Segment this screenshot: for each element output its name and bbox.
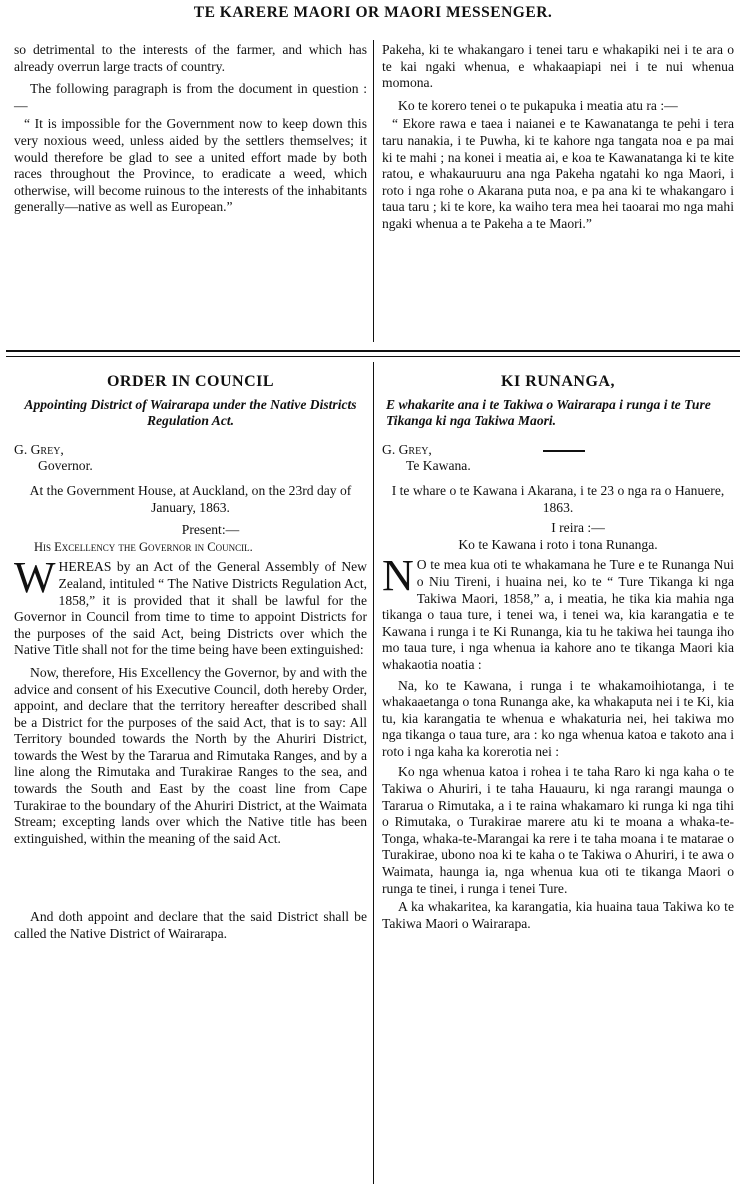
masthead: TE KARERE MAORI OR MAORI MESSENGER. (193, 4, 553, 21)
order-in-council-english (14, 374, 367, 943)
runanga-heading: KI RUNANGA, (501, 373, 615, 390)
maori-council-line: Ko te Kawana i roto i tona Runanga. (458, 536, 658, 552)
top-right-paragraph-1: Pakeha, ki te whakangaro i tenei taru e whakapiki nei i te ara o te kai ngaki whenua, e whakaapiapi nei i te nui whenua momona. (382, 42, 734, 91)
now-therefore-paragraph: Now, therefore, His Excellency the Governor, by and with the advice and consent of his Executive Council, doth hereby Order, appoint, and declare that the territory hereafter described shall be a District for the purposes of the said Act, that is to say: All Territory bounded towards the North by the Ahuriri District, towards the West by the Tararua and Rimutaka Ranges, and by a line along the Rimutaka and Turakirae Ranges to the sea, and towards the South and East by the coast line from Cape Turakirae to the boundary of the Ahuriri District, at the Waimata Stream; excepting lands over which the Native title has been extinguished, within the meaning of the said Act. (14, 664, 367, 846)
column-divider-top (373, 40, 374, 342)
order-subheading: Appointing District of Wairarapa under the Native Districts Regulation Act. (24, 396, 357, 429)
na-ko-te-kawana-paragraph: Na, ko te Kawana, i runga i te whakamoihiotanga, i te whakaaetanga o tona Runanga ake, ka whakaputa nei i te Ki, kia tu, kia karangatia te whenua e whakaturia nei, hei takiwa mo nga tikanga o taua ture, ara : ko nga whenua katoa e takoto ana i roto i nga kaha ka korerotia nei : (382, 677, 734, 759)
top-right-quote: “ Ekore rawa e taea i naianei e te Kawanatanga te pehi i tera taru nanakia, i te Puwha, ki te kahore nga tangata noa e pa mai ki te mahi ; na konei i meatia ai, e koa te Kawanatanga ki te kite ratou, e whakauruuru ana nga Pakeha ngatahi ko nga Maori, i roto i nga rohe o Akarana puta noa, e pa ana ki te whakangaro i taua taru ; ki te kore, ka waiho tera mea hei taoarai mo nga mahi ngaki whenua a te Pakeha a te Maori.” (382, 116, 734, 231)
maori-drop-cap: N (382, 551, 414, 601)
top-right-paragraph-2: Ko te korero tenei o te pukapuka i meatia atu ra :— (398, 97, 678, 113)
top-right-column (382, 42, 734, 233)
maori-place-date: I te whare o te Kawana i Akarana, i te 23 o nga ra o Hanuere, 1863. (391, 482, 725, 515)
maori-closing-paragraph: A ka whakaritea, ka karangatia, kia huaina taua Takiwa ko te Takiwa Maori o Wairarapa. (382, 899, 734, 931)
runanga-subheading: E whakarite ana i te Takiwa o Wairarapa i runga i te Ture Tikanga ki nga Takiwa Maori. (386, 396, 711, 429)
no-te-mea-text: O te mea kua oti te whakamana he Ture e te Runanga Nui o Niu Tireni, i huaina nei, ko te “ Ture Tikanga ki nga Takiwa Maori, 1858,” a, i meatia, he tika kia mahia nga tikanga o taua ture, i tenei wa, i tenei wa, kia karangatia e te Kawana i runga i te Ki Runanga, kia tu he takiwa hei taunga iho mo taua ture, i nga whenua ia kahore ano te tikanga Maori kia whakaotia noatia : (382, 557, 734, 672)
whereas-text: HEREAS by an Act of the General Assembly of New Zealand, intituled “ The Native Districts Regulation Act, 1858,” it is provided that it shall be lawful for the Governor in Council from time to time to appoint Districts for the purposes of the said Act, being Districts over which the Native Title shall not for the time being have been extinguished: (14, 559, 367, 658)
paragraph-whereas (14, 553, 367, 659)
maori-signature-title: Te Kawana. (406, 458, 471, 474)
top-left-quote: “ It is impossible for the Government now to keep down this very noxious weed, unless aided by the settlers themselves; it would therefore be glad to see a united effort made by both races throughout the Province, to eradicate a weed, which otherwise, will become ruinous to the interests of the inhabitants generally—native as well as European.” (14, 116, 367, 215)
top-left-paragraph-2: The following paragraph is from the document in question :— (14, 81, 367, 113)
top-left-column (14, 42, 367, 216)
drop-cap: W (14, 553, 56, 603)
signature-name: G. Grey, (14, 441, 64, 457)
paragraph-no-te-mea (382, 551, 734, 673)
maori-signature-block (382, 442, 734, 475)
order-heading: ORDER IN COUNCIL (106, 373, 275, 390)
council-line: His Excellency the Governor in Council. (34, 539, 253, 554)
column-divider-bottom (373, 362, 374, 1184)
place-date: At the Government House, at Auckland, on the 23rd day of January, 1863. (29, 482, 352, 515)
present-label: Present:— (181, 522, 240, 538)
signature-block (14, 442, 367, 475)
signature-title: Governor. (38, 458, 93, 474)
order-in-council-maori (382, 374, 734, 932)
ko-nga-whenua-paragraph: Ko nga whenua katoa i rohea i te taha Raro ki nga kaha o te Takiwa o Ahuriri, i te taha Hauauru, ki nga rarangi maunga o Tararua o Rimutaka, a i te raina whakamaro ki runga ki nga tihi o Rimutaka, o Turakirae marere atu ki te moana a whaka-te-Tonga, whaka-te-Marangai ka rere i te taha moana i te matarae o Turakirae, ubono noa ki te kaha o te Takiwa o Ahuriri, i te awa o Waimata, haunga ia, nga whenua kua oti te tikanga Maori o runga te tinei, i runga i tenei Ture. (382, 764, 734, 896)
section-divider (6, 350, 740, 357)
closing-paragraph: And doth appoint and declare that the said District shall be called the Native District of Wairarapa. (14, 909, 367, 942)
maori-signature-name-row (382, 442, 734, 459)
signature-rule (543, 450, 585, 452)
maori-present-label: I reira :— (551, 520, 605, 536)
top-left-paragraph-1: so detrimental to the interests of the farmer, and which has already overrun large tracts of country. (14, 42, 367, 74)
maori-signature-name: G. Grey, (382, 441, 432, 457)
